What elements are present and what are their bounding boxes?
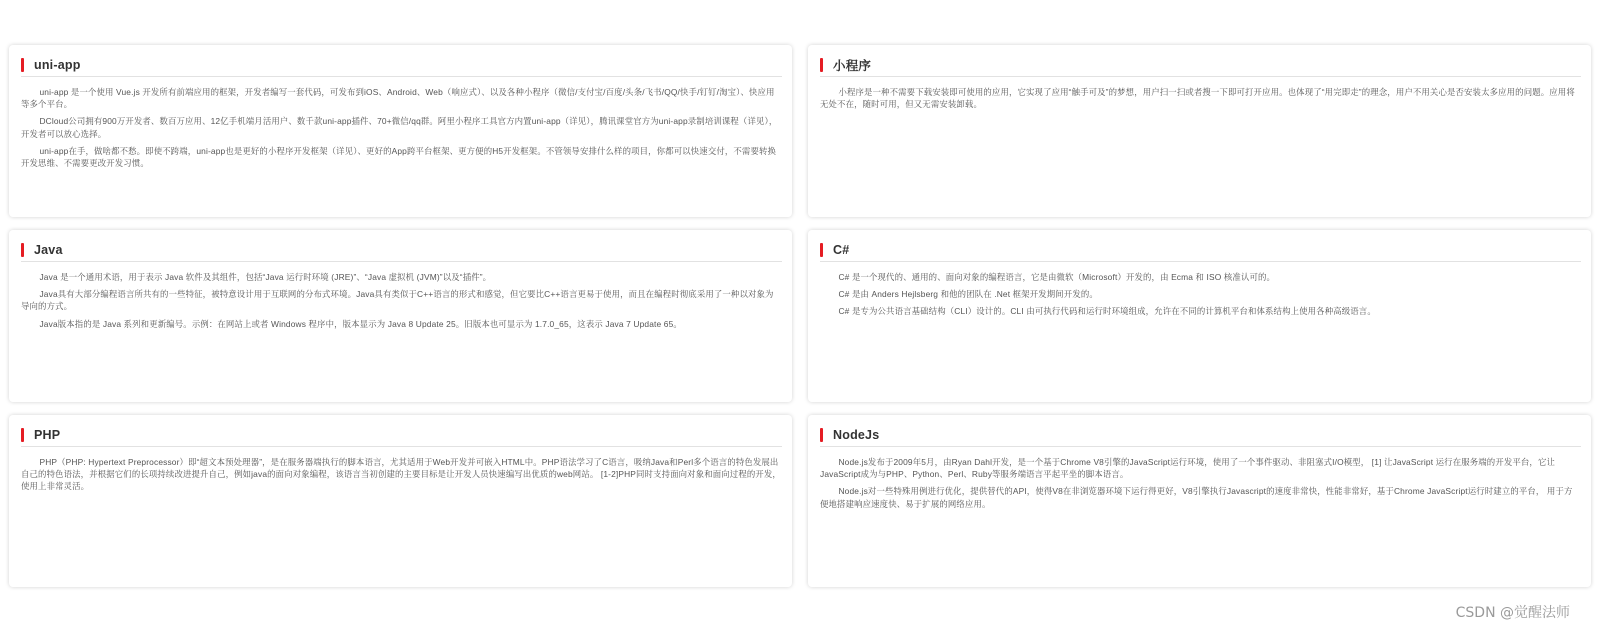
- card-java: [9, 230, 792, 402]
- csdn-watermark: CSDN @觉醒法师: [1455, 605, 1570, 621]
- card-paragraph: Java 是一个通用术语，用于表示 Java 软件及其组件，包括“Java 运行时环境 (JRE)”、“Java 虚拟机 (JVM)”以及“插件”。: [39, 272, 492, 282]
- card-paragraph: 小程序是一种不需要下载安装即可使用的应用，它实现了应用“触手可及”的梦想，用户扫一扫或者搜一下即可打开应用。也体现了“用完即走”的理念，用户不用关心是否安装太多应用的问题。应用将无处不在，随时可用，但又无需安装卸载。: [820, 87, 1575, 110]
- card-paragraph: uni-app在手，做啥都不愁。即使不跨端，uni-app也是更好的小程序开发框架（详见）、更好的App跨平台框架、更方便的H5开发框架。不管领导安排什么样的项目，你都可以快速交付，不需要转换开发思维、不需要更改开发习惯。: [21, 145, 777, 169]
- card-title: uni-app: [34, 57, 81, 72]
- card-paragraph: C# 是专为公共语言基础结构（CLI）设计的。CLI 由可执行代码和运行时环境组成，允许在不同的计算机平台和体系结构上使用各种高级语言。: [838, 306, 1376, 317]
- card-uni-app: [9, 45, 792, 217]
- card-body: [820, 456, 1581, 510]
- card-body: [21, 86, 782, 169]
- accent-bar-icon: [820, 428, 823, 442]
- card-body: [21, 456, 782, 493]
- card-paragraph: Node.js发布于2009年5月，由Ryan Dahl开发，是一个基于Chrome V8引擎的JavaScript运行环境，使用了一个事件驱动、非阻塞式I/O模型， [1] 让JavaScript 运行在服务端的开发平台，它让JavaScript成为与PHP、Python、Perl、Ruby等服务端语言平起平坐的脚本语言。: [820, 457, 1555, 480]
- card-header: [820, 423, 1581, 447]
- card-paragraph: Java具有大部分编程语言所共有的一些特征，被特意设计用于互联网的分布式环境。Java具有类似于C++语言的形式和感觉，但它要比C++语言更易于使用，而且在编程时彻底采用了一种以对象为导向的方式。: [21, 289, 774, 312]
- card-header: [21, 238, 782, 262]
- card-nodejs: [808, 415, 1591, 587]
- card-header: [21, 53, 782, 77]
- accent-bar-icon: [820, 243, 823, 257]
- card-header: [21, 423, 782, 447]
- card-grid: [9, 45, 1591, 587]
- card-body: [820, 271, 1581, 318]
- card-header: [820, 53, 1581, 77]
- card-title: 小程序: [833, 58, 872, 73]
- card-paragraph: Node.js对一些特殊用例进行优化，提供替代的API，使得V8在非浏览器环境下运行得更好，V8引擎执行Javascript的速度非常快，性能非常好，基于Chrome JavaScript运行时建立的平台， 用于方便地搭建响应速度快、易于扩展的网络应用。: [820, 486, 1573, 509]
- card-body: [820, 86, 1581, 110]
- card-paragraph: DCloud公司拥有900万开发者、数百万应用、12亿手机端月活用户、数千款uni-app插件、70+微信/qq群。阿里小程序工具官方内置uni-app（详见），腾讯课堂官方为uni-app录制培训课程（详见），开发者可以放心选择。: [21, 116, 778, 139]
- card-title: C#: [833, 242, 850, 257]
- card-paragraph: uni-app 是一个使用 Vue.js 开发所有前端应用的框架，开发者编写一套代码，可发布到iOS、Android、Web（响应式）、以及各种小程序（微信/支付宝/百度/头条/飞书/QQ/快手/钉钉/淘宝）、快应用等多个平台。: [21, 87, 775, 110]
- card--: [808, 45, 1591, 217]
- card-paragraph: Java版本指的是 Java 系列和更新编号。示例：在网站上或者 Windows 程序中，版本显示为 Java 8 Update 25。旧版本也可显示为 1.7.0_65，这表示 Java 7 Update 65。: [39, 318, 682, 329]
- accent-bar-icon: [820, 58, 823, 72]
- card-csharp: [808, 230, 1591, 402]
- card-paragraph: PHP（PHP: Hypertext Preprocessor）即“超文本预处理器”，是在服务器端执行的脚本语言，尤其适用于Web开发并可嵌入HTML中。PHP语法学习了C语言，吸纳Java和Perl多个语言的特色发展出自己的特色语法，并根据它们的长项持续改进提升自己，例如java的面向对象编程，该语言当初创建的主要目标是让开发人员快速编写出优质的web网站。 [1-2]PHP同时支持面向对象和面向过程的开发，使用上非常灵活。: [21, 457, 781, 492]
- card-title: PHP: [34, 427, 61, 442]
- card-title: Java: [34, 242, 63, 257]
- card-php: [9, 415, 792, 587]
- card-body: [21, 271, 782, 330]
- accent-bar-icon: [21, 243, 24, 257]
- card-title: NodeJs: [833, 427, 880, 442]
- accent-bar-icon: [21, 58, 24, 72]
- accent-bar-icon: [21, 428, 24, 442]
- card-paragraph: C# 是一个现代的、通用的、面向对象的编程语言，它是由微软（Microsoft）开发的，由 Ecma 和 ISO 核准认可的。: [838, 272, 1276, 282]
- card-paragraph: C# 是由 Anders Hejlsberg 和他的团队在 .Net 框架开发期间开发的。: [838, 289, 1098, 300]
- card-header: [820, 238, 1581, 262]
